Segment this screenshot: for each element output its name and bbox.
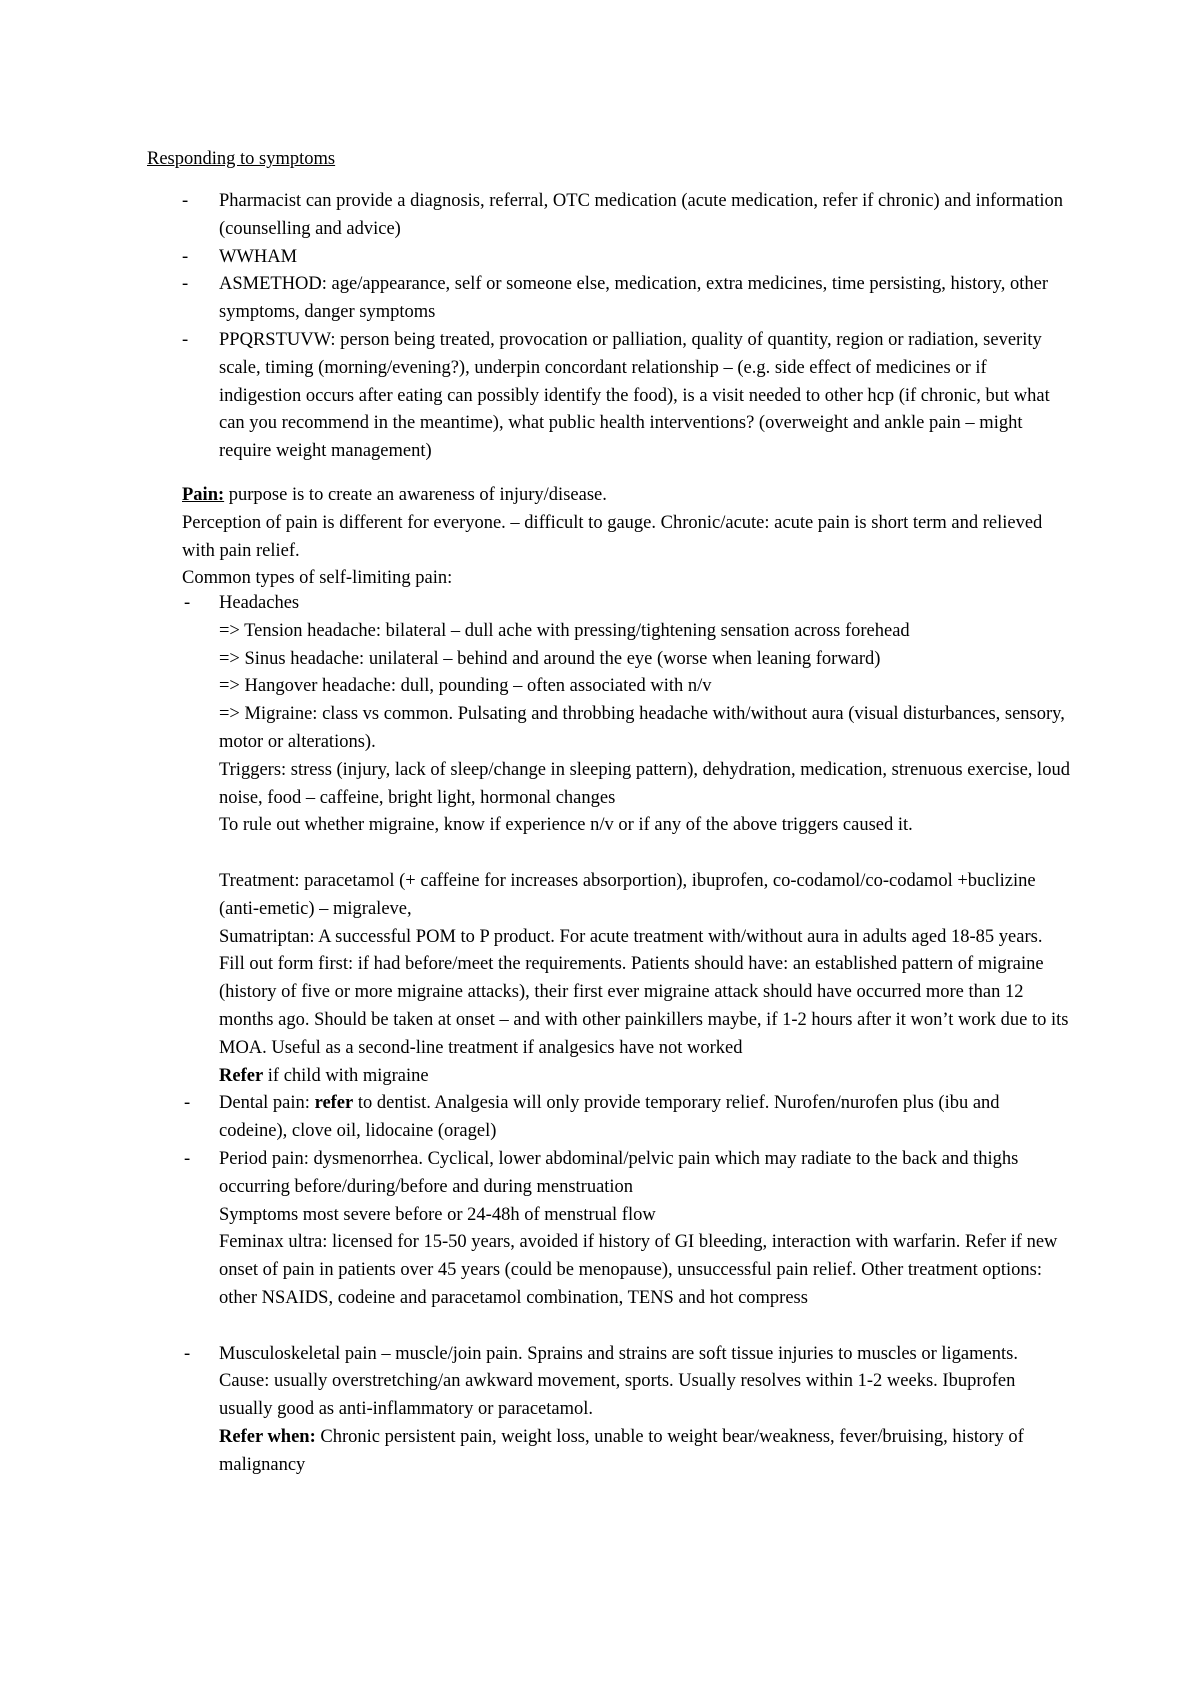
- headaches-heading: Headaches: [219, 593, 300, 613]
- bullet-dash: -: [184, 593, 191, 613]
- hangover-headache-text: => Hangover headache: dull, pounding – often associated with n/v: [219, 676, 712, 697]
- pain-types-list: [182, 590, 1072, 1480]
- list-item-musculoskeletal: [182, 1341, 1072, 1480]
- musculoskeletal-text: Musculoskeletal pain – muscle/join pain. Sprains and strains are soft tissue injuries to muscles or ligaments. Cause: usually overstretching/an awkward movement, sports. Usually resolves within 1-2 weeks. Ibuprofen usually good as anti-inflammatory or paracetamol.: [219, 1343, 1018, 1420]
- bullet-dash: -: [182, 191, 189, 211]
- list-item-text: Pharmacist can provide a diagnosis, referral, OTC medication (acute medication, refer if chronic) and information (counselling and advice): [219, 191, 1063, 239]
- pain-purpose-text: purpose is to create an awareness of injury/disease.: [224, 485, 607, 505]
- bullet-dash: -: [182, 329, 189, 350]
- pain-purpose-paragraph: [182, 482, 1072, 510]
- list-item-headaches: [182, 590, 1072, 1090]
- list-item: [147, 188, 1067, 244]
- list-item: [147, 271, 1067, 327]
- list-item-text: WWHAM: [219, 246, 298, 267]
- page-title: Responding to symptoms: [147, 149, 336, 169]
- dental-refer-bold: refer: [314, 1093, 354, 1114]
- sinus-headache-text: => Sinus headache: unilateral – behind and around the eye (worse when leaning forward): [219, 648, 881, 669]
- dental-text: to dentist. Analgesia will only provide temporary relief. Nurofen/nurofen plus (ibu and codeine), clove oil, lidocaine (oragel): [219, 1093, 1000, 1142]
- pain-section-intro: [182, 482, 1072, 593]
- refer-when-detail: Chronic persistent pain, weight loss, unable to weight bear/weakness, fever/bruising, history of malignancy: [219, 1426, 1024, 1475]
- migraine-refer-text: [219, 1063, 1072, 1091]
- list-item-dental: [182, 1090, 1072, 1146]
- bullet-dash: -: [184, 1093, 191, 1114]
- bullet-dash: -: [182, 246, 189, 267]
- period-symptoms-text: Symptoms most severe before or 24-48h of menstrual flow: [219, 1204, 656, 1225]
- tension-headache-text: => Tension headache: bilateral – dull ache with pressing/tightening sensation across forehead: [219, 620, 910, 641]
- spacer: [219, 840, 1072, 868]
- bullet-dash: -: [184, 1148, 191, 1169]
- pain-perception-paragraph: Perception of pain is different for everyone. – difficult to gauge. Chronic/acute: acute pain is short term and relieved with pain relief.: [182, 512, 1043, 561]
- list-item: [147, 327, 1067, 466]
- refer-detail: if child with migraine: [263, 1065, 429, 1086]
- period-pain-text: Period pain: dysmenorrhea. Cyclical, lower abdominal/pelvic pain which may radiate to the back and thighs occurring before/during/before and during menstruation: [219, 1148, 1019, 1197]
- musculoskeletal-refer-text: [219, 1424, 1072, 1480]
- pain-types-heading: Common types of self-limiting pain:: [182, 568, 453, 589]
- refer-bold-label: Refer: [219, 1065, 264, 1086]
- pain-heading: Pain:: [182, 485, 225, 505]
- migraine-triggers-text: Triggers: stress (injury, lack of sleep/change in sleeping pattern), dehydration, medication, strenuous exercise, loud noise, food – caffeine, bright light, hormonal changes: [219, 759, 1070, 808]
- refer-when-bold: Refer when:: [219, 1426, 316, 1447]
- list-item-text: ASMETHOD: age/appearance, self or someone else, medication, extra medicines, time persisting, history, other symptoms, danger symptoms: [219, 274, 1048, 323]
- sumatriptan-text: Sumatriptan: A successful POM to P product. For acute treatment with/without aura in adults aged 18-85 years. Fill out form first: if had before/meet the requirements. Patients should have: an established pattern of migraine (history of five or more migraine attacks), their first ever migraine attack should have occurred more than 12 months ago. Should be taken at onset – and with other painkillers maybe, if 1-2 hours after it won’t work due to its MOA. Useful as a second-line treatment if analgesics have not worked: [219, 926, 1069, 1058]
- headache-treatment-text: Treatment: paracetamol (+ caffeine for increases absorportion), ibuprofen, co-codamol/co-codamol +buclizine (anti-emetic) – migraleve,: [219, 870, 1036, 919]
- spacer: [182, 1313, 1072, 1341]
- list-item: [147, 244, 1067, 272]
- migraine-text: => Migraine: class vs common. Pulsating and throbbing headache with/without aura (visual disturbances, sensory, motor or alterations).: [219, 704, 1065, 752]
- feminax-text: Feminax ultra: licensed for 15-50 years, avoided if history of GI bleeding, interaction with warfarin. Refer if new onset of pain in patients over 45 years (could be menopause), unsuccessful pain relief. Other treatment options: other NSAIDS, codeine and paracetamol combination, TENS and hot compress: [219, 1232, 1058, 1308]
- list-item-period: [182, 1146, 1072, 1313]
- bullet-dash: -: [182, 274, 189, 295]
- bullet-dash: -: [184, 1343, 191, 1364]
- dental-prefix: Dental pain:: [219, 1093, 315, 1114]
- list-item-text: PPQRSTUVW: person being treated, provocation or palliation, quality of quantity, region or radiation, severity scale, timing (morning/evening?), underpin concordant relationship – (e.g. side effect of medicines or if indigestion occurs after eating can possibly identify the food), is a visit needed to other hcp (if chronic, but what can you recommend in the meantime), what public health interventions? (overweight and ankle pain – might require weight management): [219, 329, 1050, 462]
- intro-list: [147, 188, 1067, 466]
- migraine-rule-out-text: To rule out whether migraine, know if experience n/v or if any of the above triggers caused it.: [219, 815, 913, 836]
